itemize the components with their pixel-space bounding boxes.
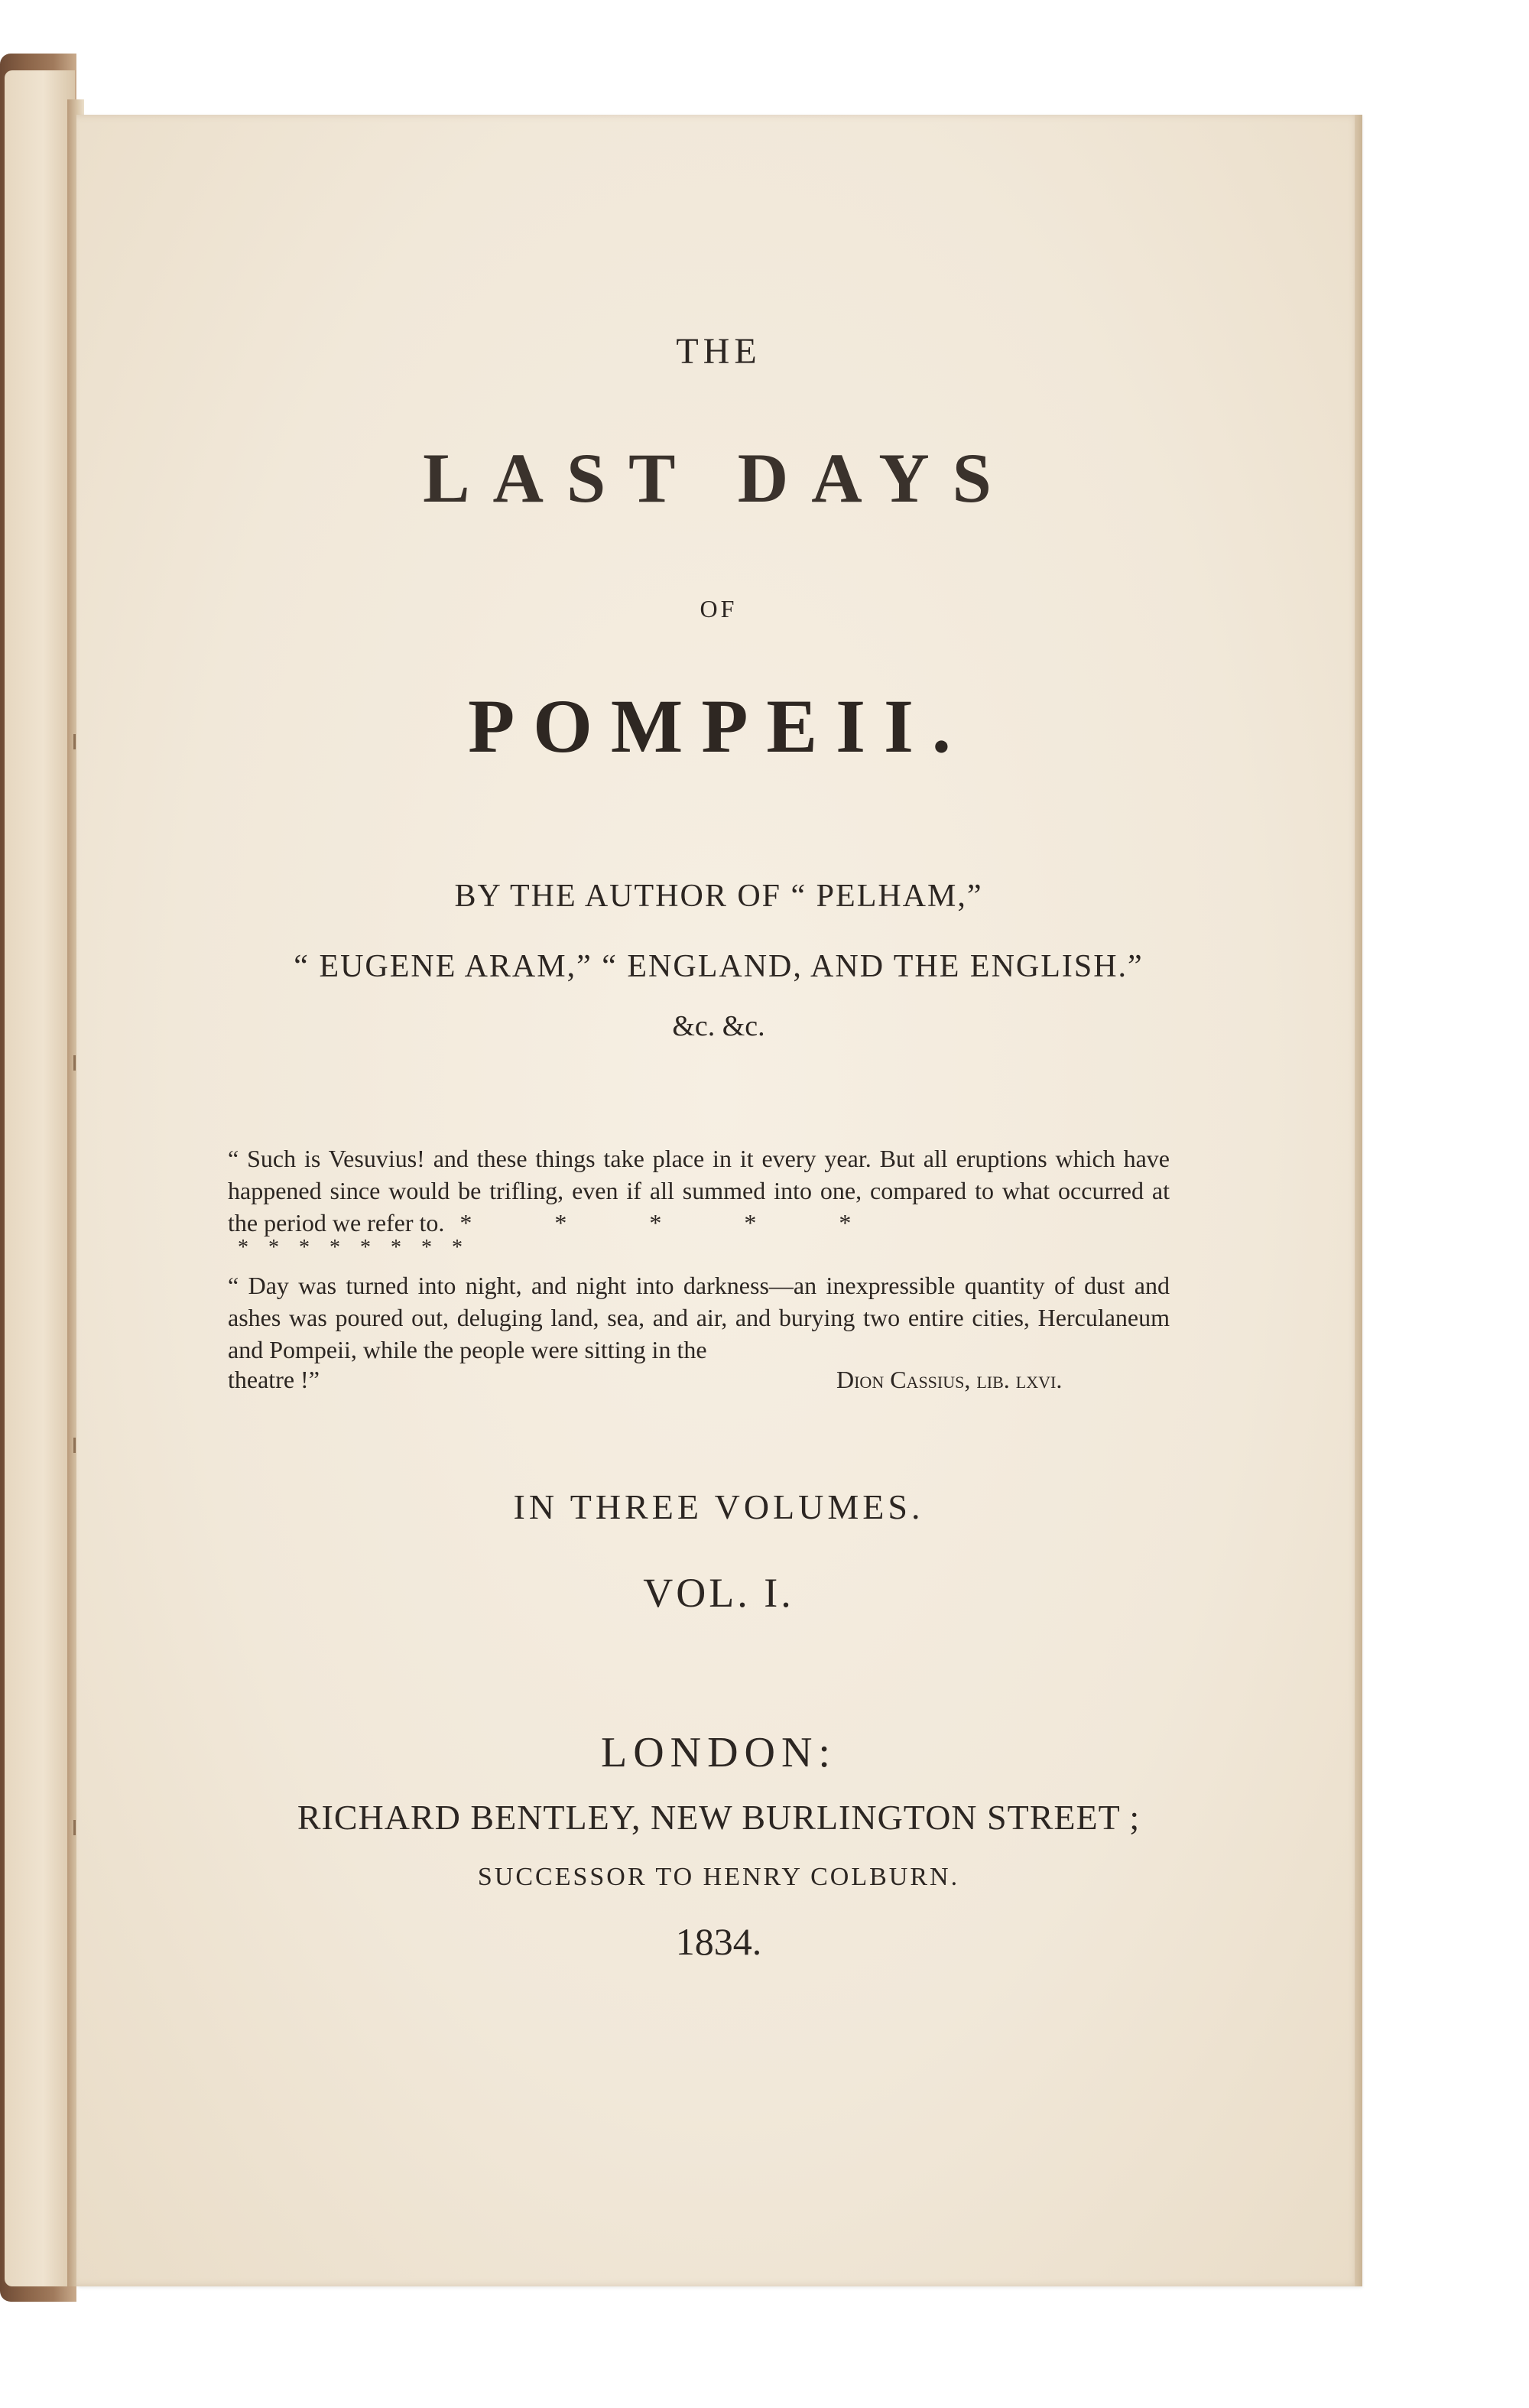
epigraph-stars-row: [228, 1236, 1170, 1260]
binding-stitch: [73, 734, 76, 749]
imprint-year: 1834.: [675, 1920, 762, 1963]
imprint-city: LONDON:: [601, 1729, 836, 1776]
title-the: THE: [676, 331, 761, 372]
epigraph-text-1: “ Such is Vesuvius! and these things take place in it every year. But all eruptions which have happened since would be trifling, even if all summed into one, compared to what occurred at the period we refer to.: [228, 1145, 1170, 1236]
imprint-publisher: RICHARD BENTLEY, NEW BURLINGTON STREET ;: [297, 1798, 1141, 1837]
author-line-1: BY THE AUTHOR OF “ PELHAM,”: [454, 879, 983, 914]
left-page-leaf: [5, 70, 75, 2286]
star: *: [268, 1236, 279, 1259]
star: *: [452, 1236, 463, 1259]
epigraph-paragraph-1: [228, 1142, 1170, 1239]
epigraph-last-line: theatre !”: [228, 1366, 320, 1393]
epigraph-stars-inline: * * * * *: [459, 1209, 890, 1236]
author-line-2: “ EUGENE ARAM,” “ ENGLAND, AND THE ENGLISH.”: [294, 949, 1144, 984]
star: *: [299, 1236, 310, 1259]
imprint-successor: SUCCESSOR TO HENRY COLBURN.: [477, 1863, 960, 1891]
binding-stitch: [73, 1820, 76, 1835]
title-of: OF: [700, 595, 738, 622]
star: *: [238, 1236, 248, 1259]
star: *: [421, 1236, 432, 1259]
volume-set: IN THREE VOLUMES.: [513, 1487, 924, 1526]
epigraph-attribution: Dion Cassius, lib. lxvi.: [836, 1366, 1063, 1393]
binding-stitch: [73, 1055, 76, 1071]
epigraph-paragraph-2: “ Day was turned into night, and night into darkness—an inexpressible quantity of dust and ashes was poured out, deluging land, sea, and air, and burying two entire cities, Herculaneum and Pompeii, while the people were sitting in the: [228, 1272, 1170, 1363]
volume-number: VOL. I.: [643, 1570, 794, 1616]
title-pompeii: POMPEII.: [468, 684, 969, 769]
star: *: [360, 1236, 371, 1259]
author-etc: &c. &c.: [672, 1010, 765, 1042]
binding-stitch: [73, 1438, 76, 1453]
star: *: [329, 1236, 340, 1259]
title-last-days: LAST DAYS: [423, 439, 1014, 517]
star: *: [391, 1236, 401, 1259]
